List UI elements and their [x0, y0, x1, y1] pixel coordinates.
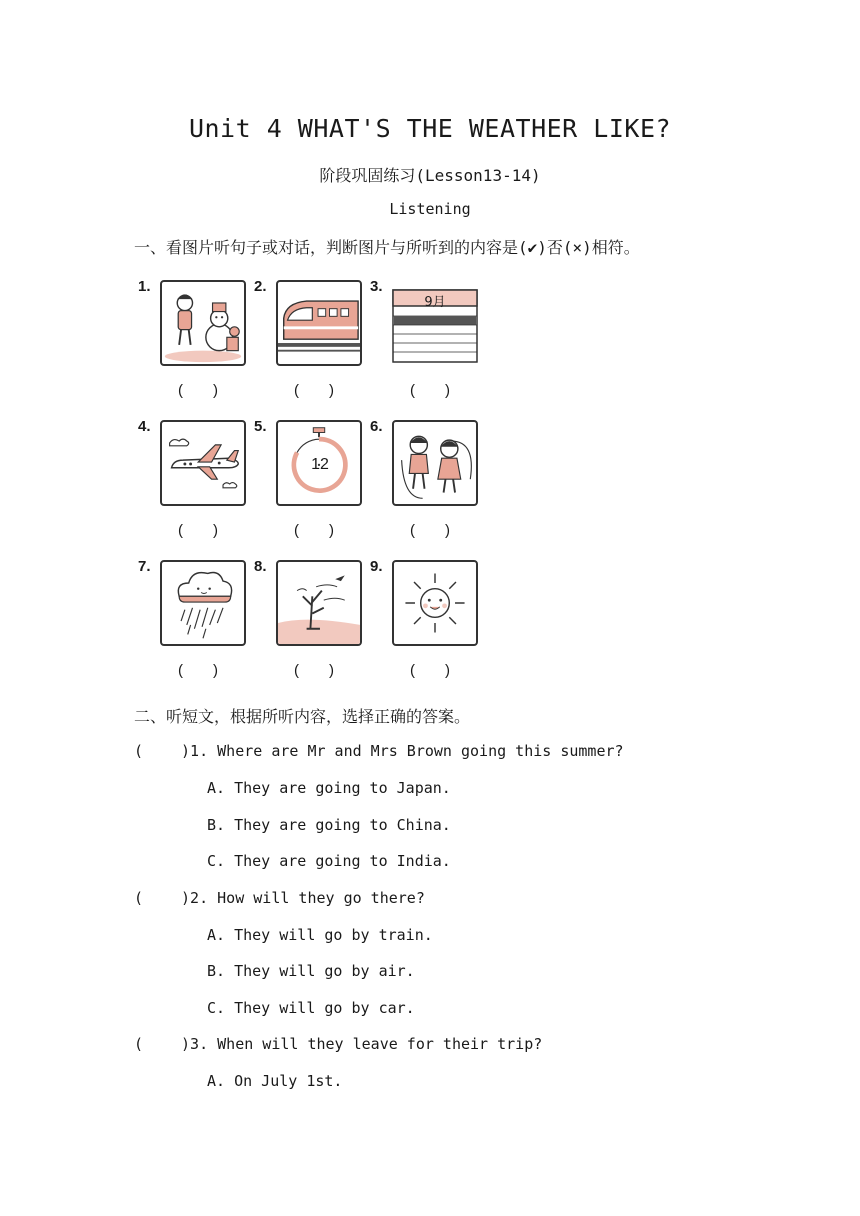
timer-icon: [276, 420, 362, 506]
calendar-month-label: 9月: [424, 295, 446, 310]
airplane-icon: [160, 420, 246, 506]
picture-item: [366, 556, 476, 686]
question-text: Where are Mr and Mrs Brown going this summer?: [217, 742, 624, 760]
answer-blank[interactable]: ( ): [410, 382, 450, 399]
train-icon: [276, 280, 362, 366]
calendar-icon: [392, 280, 478, 366]
option-c: C. They are going to India.: [207, 852, 451, 870]
picture-item: [134, 416, 244, 546]
answer-blank[interactable]: ( ): [178, 382, 218, 399]
option-b: B. They will go by air.: [207, 962, 415, 980]
picture-item: [366, 416, 476, 546]
rain-cloud-icon: [160, 560, 246, 646]
item-number: 5.: [254, 418, 267, 435]
picture-item: [134, 276, 244, 406]
kids-snowman-icon: [160, 280, 246, 366]
question-text: How will they go there?: [217, 889, 425, 907]
part2-instruction: 二、听短文，根据所听内容，选择正确的答案。: [134, 707, 471, 726]
answer-blank[interactable]: ( ): [294, 662, 334, 679]
picture-item: [250, 556, 360, 686]
item-number: 9.: [370, 558, 383, 575]
item-number: 1.: [138, 278, 151, 295]
sun-icon: [392, 560, 478, 646]
option-a: A. On July 1st.: [207, 1072, 343, 1090]
item-number: 4.: [138, 418, 151, 435]
windy-tree-icon: [276, 560, 362, 646]
kids-jump-rope-icon: [392, 420, 478, 506]
part1-instruction: 一、看图片听句子或对话，判断图片与所听到的内容是(✔)否(×)相符。: [134, 238, 640, 257]
answer-blank[interactable]: ( ): [294, 382, 334, 399]
item-number: 2.: [254, 278, 267, 295]
option-b: B. They are going to China.: [207, 816, 451, 834]
item-number: 3.: [370, 278, 383, 295]
option-c: C. They will go by car.: [207, 999, 415, 1017]
answer-blank[interactable]: ( ): [410, 522, 450, 539]
page-title: Unit 4 WHAT'S THE WEATHER LIKE?: [188, 114, 672, 143]
option-a: A. They are going to Japan.: [207, 779, 451, 797]
page-subtitle: 阶段巩固练习(Lesson13-14): [319, 166, 541, 185]
answer-blank[interactable]: ( ): [178, 522, 218, 539]
question-1: ( )1. Where are Mr and Mrs Brown going this summer?: [134, 742, 624, 760]
item-number: 8.: [254, 558, 267, 575]
question-text: When will they leave for their trip?: [217, 1035, 543, 1053]
answer-blank[interactable]: ( ): [178, 662, 218, 679]
picture-item: [250, 276, 360, 406]
answer-blank[interactable]: ( ): [294, 522, 334, 539]
item-number: 6.: [370, 418, 383, 435]
question-3: ( )3. When will they leave for their trip?: [134, 1035, 543, 1053]
picture-item: [134, 556, 244, 686]
answer-blank[interactable]: ( ): [410, 662, 450, 679]
picture-item: [366, 276, 476, 406]
option-a: A. They will go by train.: [207, 926, 433, 944]
item-number: 7.: [138, 558, 151, 575]
picture-item: [250, 416, 360, 546]
timer-value: 12: [311, 456, 329, 473]
question-2: ( )2. How will they go there?: [134, 889, 425, 907]
picture-grid: [134, 276, 494, 686]
section-label: Listening: [389, 200, 471, 218]
